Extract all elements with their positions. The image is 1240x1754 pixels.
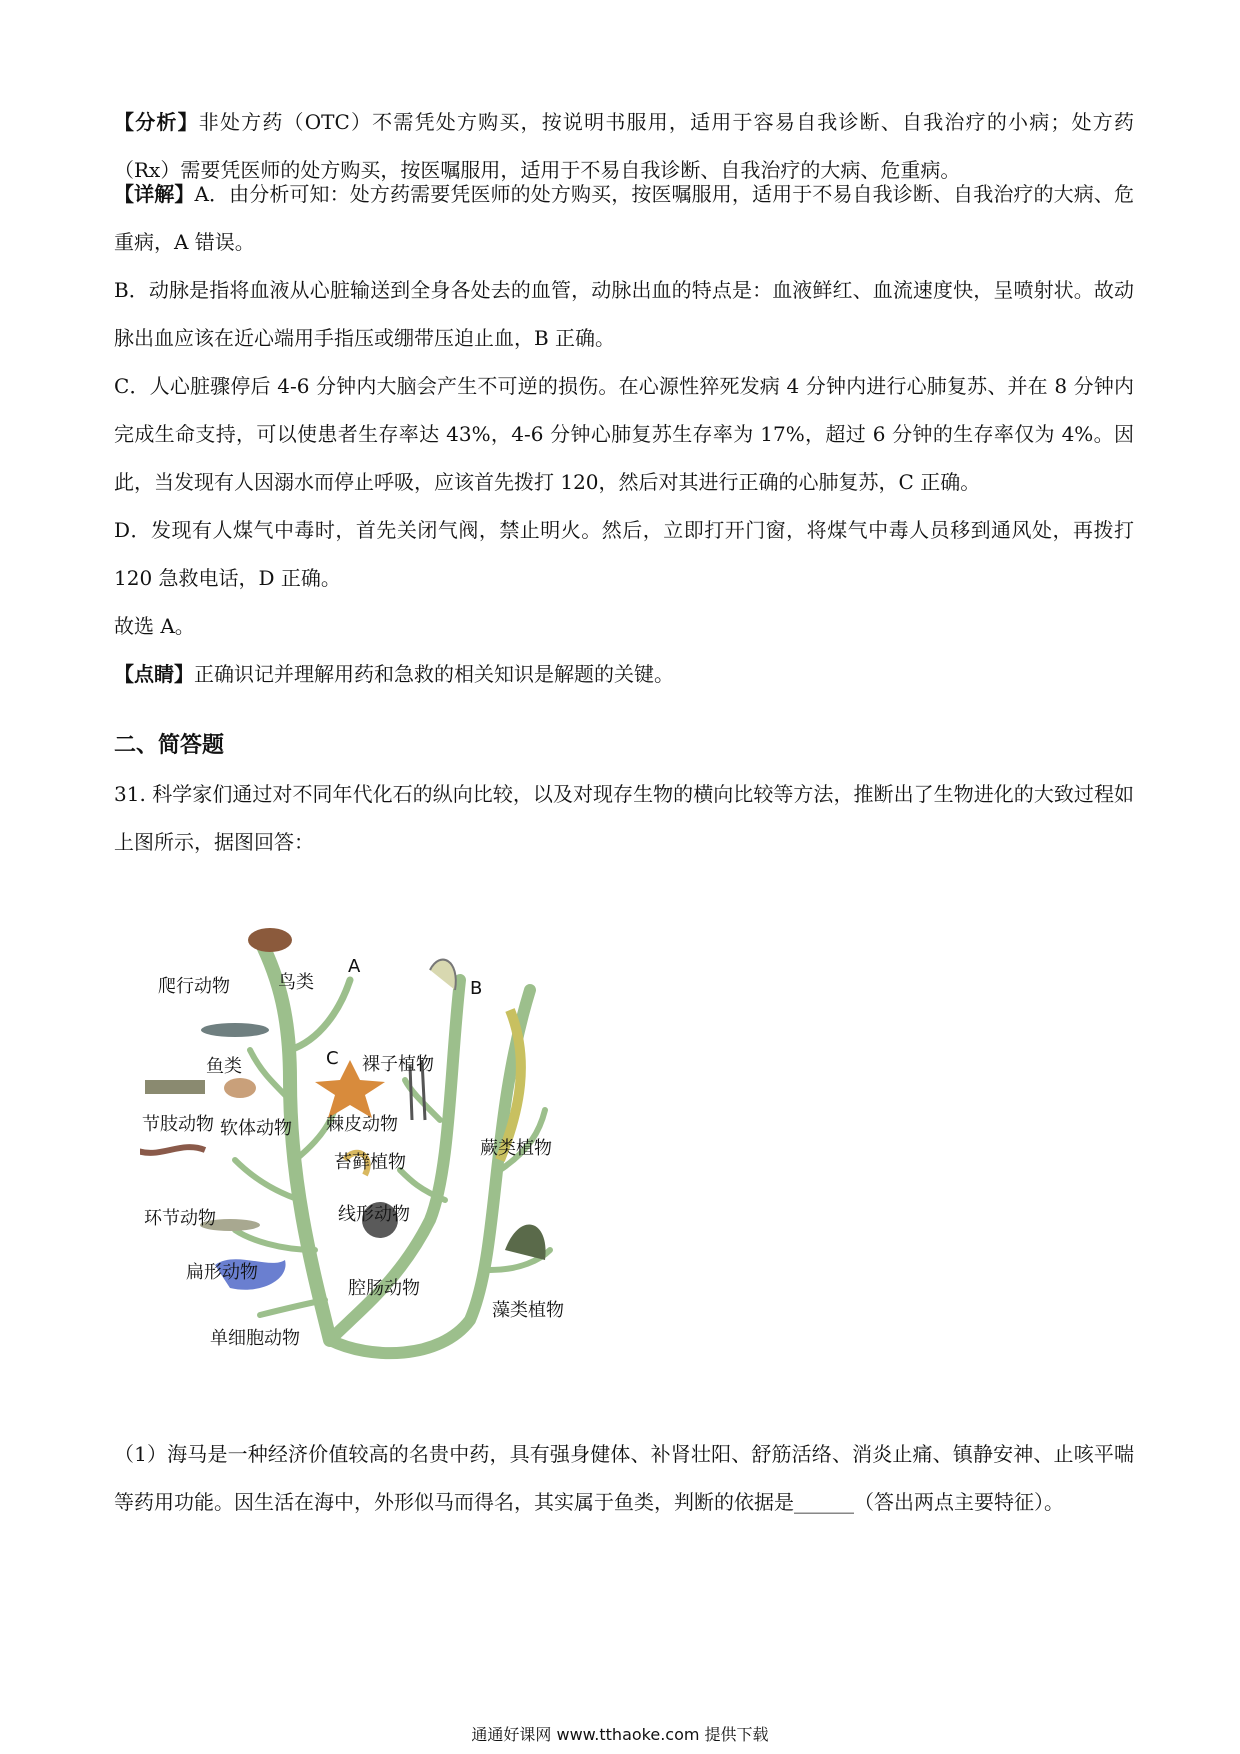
- label-bird: 鸟类: [278, 972, 314, 993]
- label-A: A: [348, 956, 361, 977]
- annelid-mark: [140, 1147, 205, 1153]
- fish-mark: [201, 1023, 269, 1037]
- algae-mark: [505, 1225, 546, 1260]
- label-B: B: [470, 978, 483, 999]
- mollusc-mark: [224, 1078, 256, 1098]
- arthropod-mark: [145, 1080, 205, 1094]
- bird-mark: [248, 928, 292, 952]
- label-algae: 藻类植物: [492, 1300, 564, 1321]
- choice-line: 故选 A。: [114, 614, 195, 638]
- label-echinoderm: 棘皮动物: [326, 1114, 398, 1135]
- label-fish: 鱼类: [206, 1056, 242, 1077]
- analysis-tag: 【分析】: [114, 110, 199, 134]
- label-C: C: [326, 1048, 339, 1069]
- label-reptile: 爬行动物: [158, 976, 230, 997]
- detail-b-paragraph: B．动脉是指将血液从心脏输送到全身各处去的血管，动脉出血的特点是：血液鲜红、血流速度快，呈喷射状。故动脉出血应该在近心端用手指压或绷带压迫止血，B 正确。: [114, 278, 1134, 350]
- page-footer: 通通好课网 www.tthaoke.com 提供下载: [471, 1725, 769, 1744]
- section-title: 二、简答题: [114, 733, 225, 758]
- detail-a-paragraph: [114, 170, 1134, 266]
- detail-d-paragraph: D．发现有人煤气中毒时，首先关闭气阀，禁止明火。然后，立即打开门窗，将煤气中毒人员移到通风处，再拨打 120 急救电话，D 正确。: [114, 518, 1134, 590]
- label-gymnosperm: 裸子植物: [362, 1054, 434, 1075]
- analysis-text: 非处方药（OTC）不需凭处方购买，按说明书服用，适用于容易自我诊断、自我治疗的小病；处方药（Rx）需要凭医师的处方购买，按医嘱服用，适用于不易自我诊断、自我治疗的大病、危重病。: [114, 110, 1134, 182]
- detail-c-paragraph: C．人心脏骤停后 4-6 分钟内大脑会产生不可逆的损伤。在心源性猝死发病 4 分钟内进行心肺复苏、并在 8 分钟内完成生命支持，可以使患者生存率达 43%，4-6 分钟心肺复苏生存率为 17%，超过 6 分钟的生存率仅为 4%。因此，当发现有人因溺水而停止呼吸，应该首先拨打 120，然后对其进行正确的心肺复苏，C 正确。: [114, 374, 1134, 494]
- question-31-sub1: （1）海马是一种经济价值较高的名贵中药，具有强身健体、补肾壮阳、舒筋活络、消炎止痛、镇静安神、止咳平喘等药用功能。因生活在海中，外形似马而得名，其实属于鱼类，判断的依据是______（答出两点主要特征）。: [114, 1442, 1134, 1514]
- label-moss: 苔藓植物: [334, 1152, 406, 1173]
- label-arthropod: 节肢动物: [142, 1114, 214, 1135]
- tip-paragraph: [114, 650, 1134, 698]
- label-mollusc: 软体动物: [220, 1118, 292, 1139]
- tip-tag: 【点睛】: [114, 662, 194, 686]
- tip-text: 正确识记并理解用药和急救的相关知识是解题的关键。: [194, 662, 674, 686]
- label-coelenterate: 腔肠动物: [348, 1278, 420, 1299]
- detail-tag: 【详解】: [114, 182, 195, 206]
- evolution-tree-figure: [140, 920, 640, 1400]
- detail-a-text: A．由分析可知：处方药需要凭医师的处方购买，按医嘱服用，适用于不易自我诊断、自我治疗的大病、危重病，A 错误。: [114, 182, 1134, 254]
- label-nematode: 线形动物: [338, 1204, 410, 1225]
- label-annelid: 环节动物: [144, 1208, 216, 1229]
- question-31-stem: 31. 科学家们通过对不同年代化石的纵向比较，以及对现存生物的横向比较等方法，推断出了生物进化的大致过程如上图所示，据图回答：: [114, 782, 1134, 854]
- label-protozoa: 单细胞动物: [210, 1328, 300, 1349]
- label-flatworm: 扁形动物: [186, 1262, 258, 1283]
- label-fern: 蕨类植物: [480, 1138, 552, 1159]
- gymnosperm-mark: [430, 960, 456, 990]
